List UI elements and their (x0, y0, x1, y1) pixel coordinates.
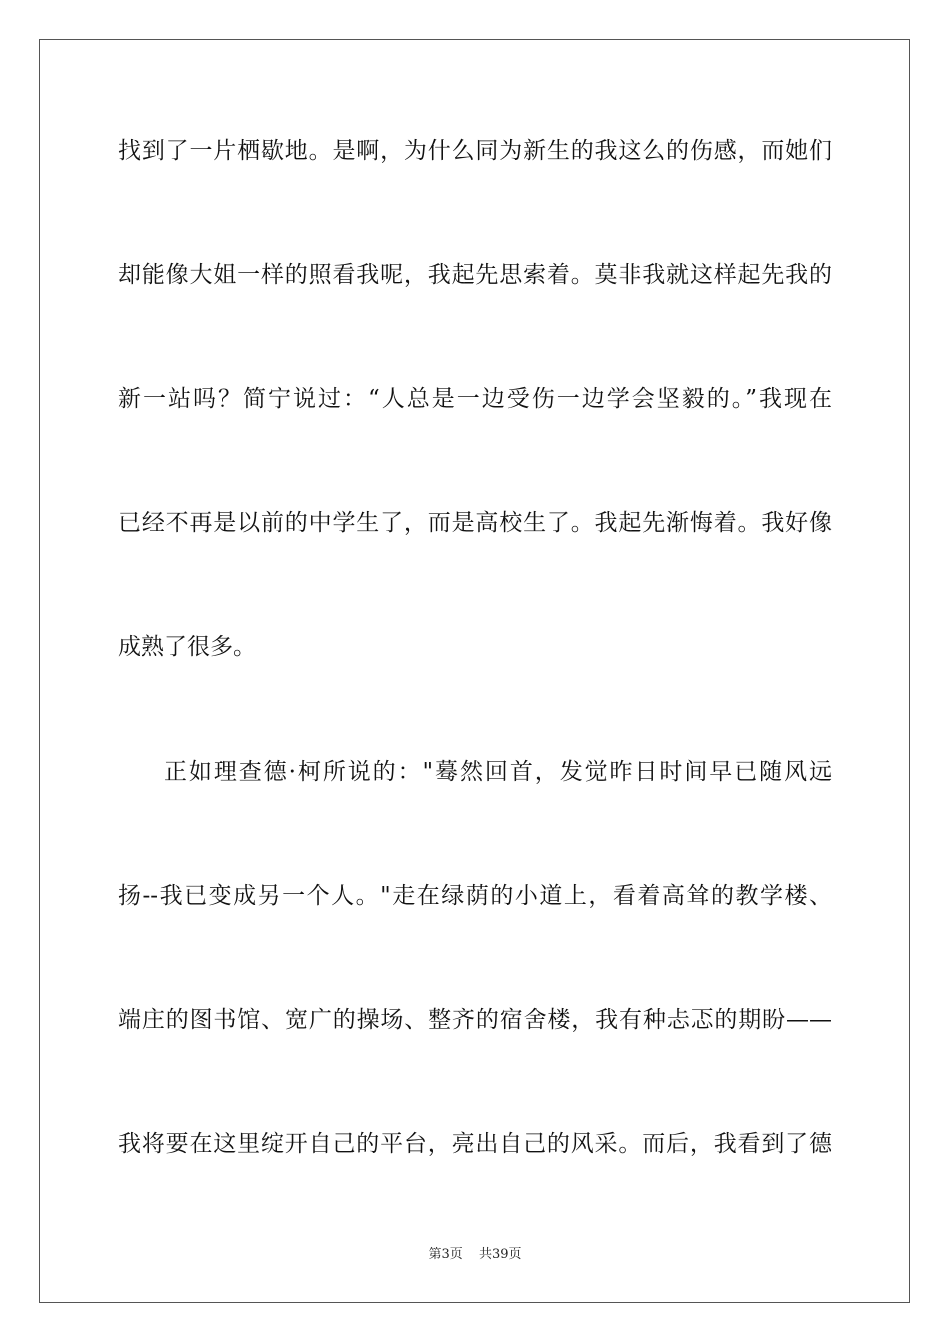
text-line: 端庄的图书馆、宽广的操场、整齐的宿舍楼，我有种忐忑的期盼—— (118, 1007, 832, 1033)
page-number: 第3页 (428, 1247, 463, 1262)
text-line: 却能像大姐一样的照看我呢，我起先思索着。莫非我就这样起先我的 (118, 262, 832, 288)
text-line: 扬--我已变成另一个人。"走在绿荫的小道上，看着高耸的教学楼、 (118, 883, 832, 909)
page-border (39, 39, 910, 1303)
text-line: 已经不再是以前的中学生了，而是高校生了。我起先渐悔着。我好像 (118, 510, 832, 536)
page-total: 共39页 (478, 1247, 522, 1262)
text-line: 正如理查德·柯所说的："蓦然回首，发觉昨日时间早已随风远 (164, 759, 832, 785)
text-line: 找到了一片栖歇地。是啊，为什么同为新生的我这么的伤感，而她们 (118, 138, 832, 164)
text-line: 我将要在这里绽开自己的平台，亮出自己的风采。而后，我看到了德 (118, 1131, 832, 1157)
text-line: 成熟了很多。 (118, 634, 256, 660)
page-footer (0, 1247, 950, 1263)
text-line: 新一站吗？简宁说过：“人总是一边受伤一边学会坚毅的。”我现在 (118, 386, 832, 412)
